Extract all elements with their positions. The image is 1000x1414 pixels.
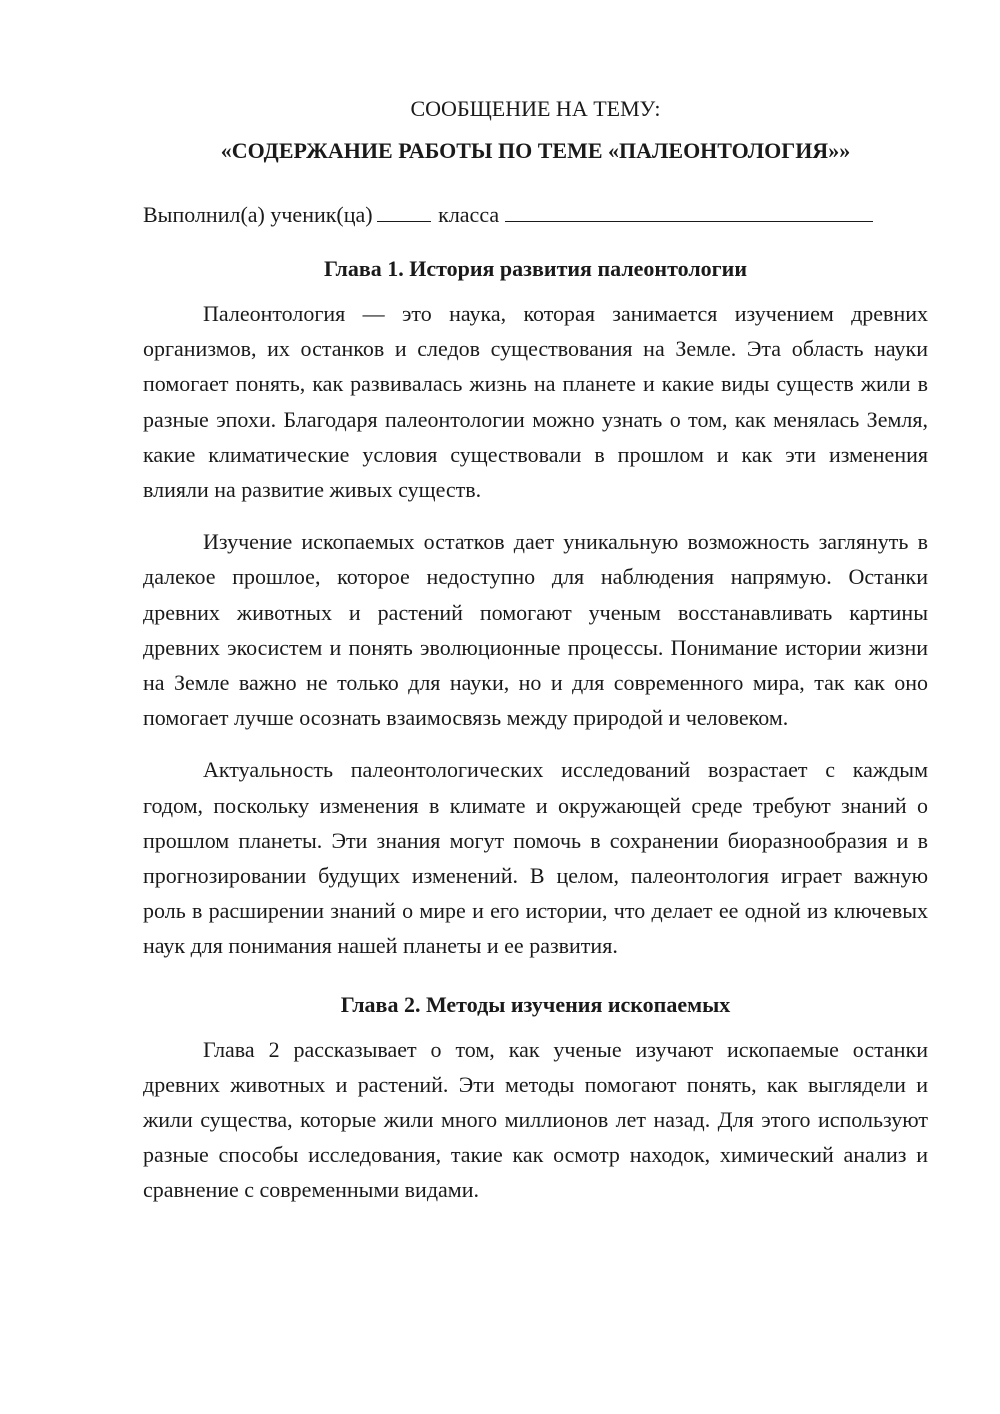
chapter1-paragraph: Палеонтология — это наука, которая занимается изучением древних организмов, их останков и следов существования на Земле. Эта область науки помогает понять, как развивалась жизнь на планете и какие виды существ жили в разные эпохи. Благодаря палеонтологии можно узнать о том, как менялась Земля, какие климатические условия существовали в прошлом и как эти изменения влияли на развитие живых существ. <box>143 301 928 503</box>
chapter1-paragraph: Изучение ископаемых остатков дает уникальную возможность заглянуть в далекое прошлое, которое недоступно для наблюдения напрямую. Останки древних животных и растений помогают ученым восстанавливать картины древних экосистем и понять эволюционные процессы. Понимание истории жизни на Земле важно не только для науки, но и для современного мира, так как оно помогает лучше осознать взаимосвязь между природой и человеком. <box>143 529 928 731</box>
document-title-line2: «СОДЕРЖАНИЕ РАБОТЫ ПО ТЕМЕ «ПАЛЕОНТОЛОГИЯ»» <box>220 138 851 163</box>
author-prefix: Выполнил(а) ученик(ца) <box>143 202 373 227</box>
class-number-blank <box>377 201 431 222</box>
chapter2-paragraph: Глава 2 рассказывает о том, как ученые изучают ископаемые останки древних животных и растений. Эти методы помогают понять, как выглядели и жили существа, которые жили много миллионов лет назад. Для этого используют разные способы исследования, такие как осмотр находок, химический анализ и сравнение с современными видами. <box>143 1036 928 1203</box>
chapter1-heading: Глава 1. История развития палеонтологии <box>323 256 748 281</box>
author-class-label: класса <box>438 202 500 227</box>
student-name-blank <box>505 201 873 222</box>
document-title-line1: СООБЩЕНИЕ НА ТЕМУ: <box>410 96 661 121</box>
chapter1-paragraph: Актуальность палеонтологических исследований возрастает с каждым годом, поскольку изменения в климате и окружающей среде требуют знаний о прошлом планеты. Эти знания могут помочь в сохранении биоразнообразия и в прогнозировании будущих изменений. В целом, палеонтология играет важную роль в расширении знаний о мире и его истории, что делает ее одной из ключевых наук для понимания нашей планеты и ее развития. <box>143 757 928 959</box>
document-page <box>143 92 928 1208</box>
author-line <box>143 198 928 232</box>
chapter2-heading: Глава 2. Методы изучения ископаемых <box>340 991 731 1017</box>
